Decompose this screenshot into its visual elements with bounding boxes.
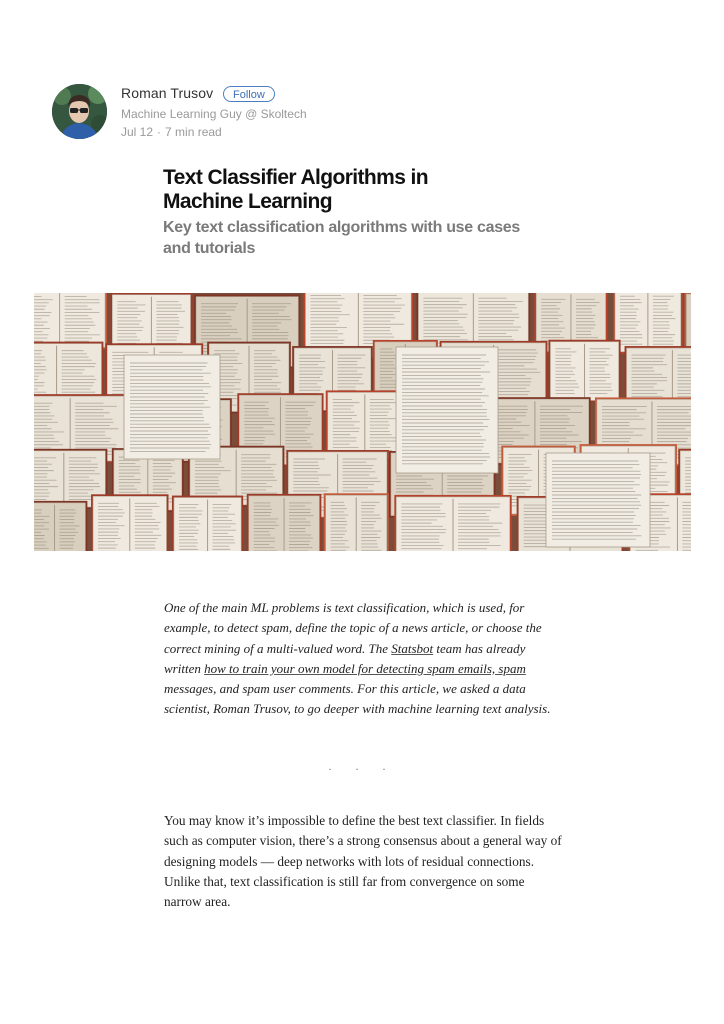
article-title-line-2: Machine Learning — [163, 190, 332, 213]
highlighted-book-spread — [546, 453, 650, 547]
intro-text-3: messages, and spam user comments. For this article, we asked a data scientist, Roman Trusov, to go deeper with machine learning text analysis. — [164, 681, 551, 717]
book-page-spread — [686, 294, 691, 352]
book-page-spread — [34, 293, 105, 347]
follow-button[interactable]: Follow — [223, 86, 275, 102]
open-books-illustration — [34, 293, 691, 551]
publish-date: Jul 12 — [121, 125, 154, 139]
section-break: · · · — [328, 762, 396, 776]
read-time: 7 min read — [165, 125, 222, 139]
article-title-line-1: Text Classifier Algorithms in — [163, 166, 428, 189]
statsbot-link[interactable]: Statsbot — [391, 640, 434, 656]
meta-separator: · — [157, 125, 162, 139]
intro-text-1: One of the main ML problems is text classification, which is used, for example, to detect spam, define the topic of a news article, or choose the correct mining of a multi-valued word. The — [164, 600, 542, 656]
article-title — [163, 166, 583, 214]
spam-tutorial-link[interactable]: how to train your own model for detecting spam emails, spam — [204, 660, 526, 676]
highlighted-book-spread — [396, 347, 498, 473]
article-subtitle: Key text classification algorithms with use cases and tutorials — [163, 219, 520, 257]
body-paragraph: You may know it’s impossible to define the best text classifier. In fields such as computer vision, there’s a strong consensus about a general way of designing models — deep networks with lots of residual connections. Unlike that, text classification is still far from convergence on some narrow area. — [164, 813, 562, 910]
author-header — [52, 84, 492, 144]
avatar-image — [52, 84, 107, 139]
intro-text-2: team has already written — [164, 640, 526, 676]
intro-paragraph — [164, 598, 564, 720]
author-name[interactable]: Roman Trusov — [121, 85, 214, 101]
hero-image — [34, 293, 691, 551]
author-bio: Machine Learning Guy @ Skoltech — [121, 107, 307, 121]
author-avatar[interactable] — [52, 84, 107, 139]
post-meta — [121, 125, 222, 139]
